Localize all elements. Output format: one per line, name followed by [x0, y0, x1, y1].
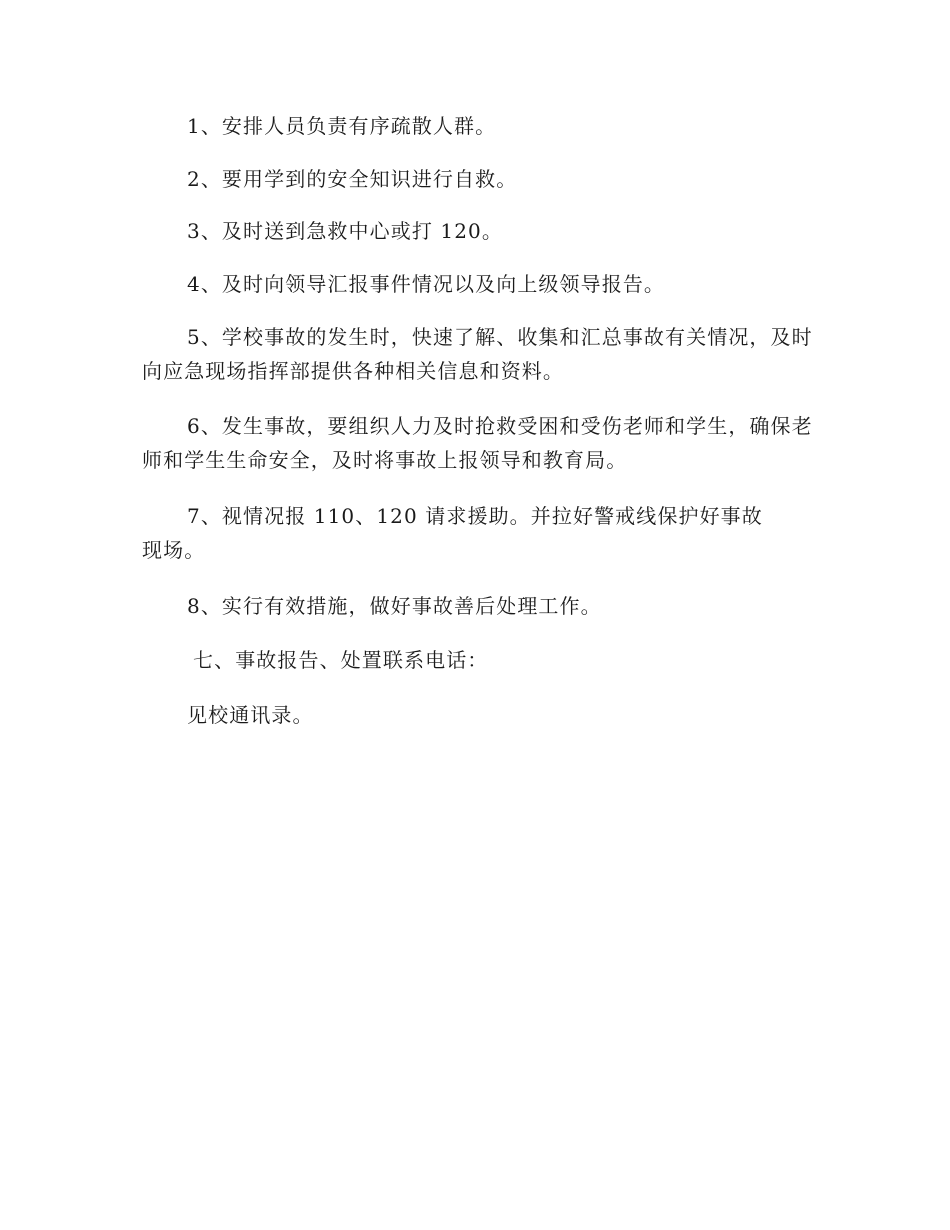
list-item: 2、要用学到的安全知识进行自救。 — [187, 167, 518, 191]
list-item: 4、及时向领导汇报事件情况以及向上级领导报告。 — [187, 272, 666, 296]
list-item: 5、学校事故的发生时，快速了解、收集和汇总事故有关情况，及时向应急现场指挥部提供各种相关信息和资料。 — [142, 325, 813, 383]
section-heading: 七、事故报告、处置联系电话： — [193, 648, 489, 672]
list-item: 1、安排人员负责有序疏散人群。 — [187, 114, 497, 138]
list-item: 8、实行有效措施，做好事故善后处理工作。 — [187, 594, 602, 618]
list-item: 7、视情况报 110、120 请求援助。并拉好警戒线保护好事故现场。 — [142, 504, 763, 562]
list-item: 6、发生事故，要组织人力及时抢救受困和受伤老师和学生，确保老师和学生生命安全，及时将事故上报领导和教育局。 — [142, 414, 813, 472]
list-item: 3、及时送到急救中心或打 120。 — [187, 219, 503, 243]
section-body: 见校通讯录。 — [187, 703, 314, 727]
